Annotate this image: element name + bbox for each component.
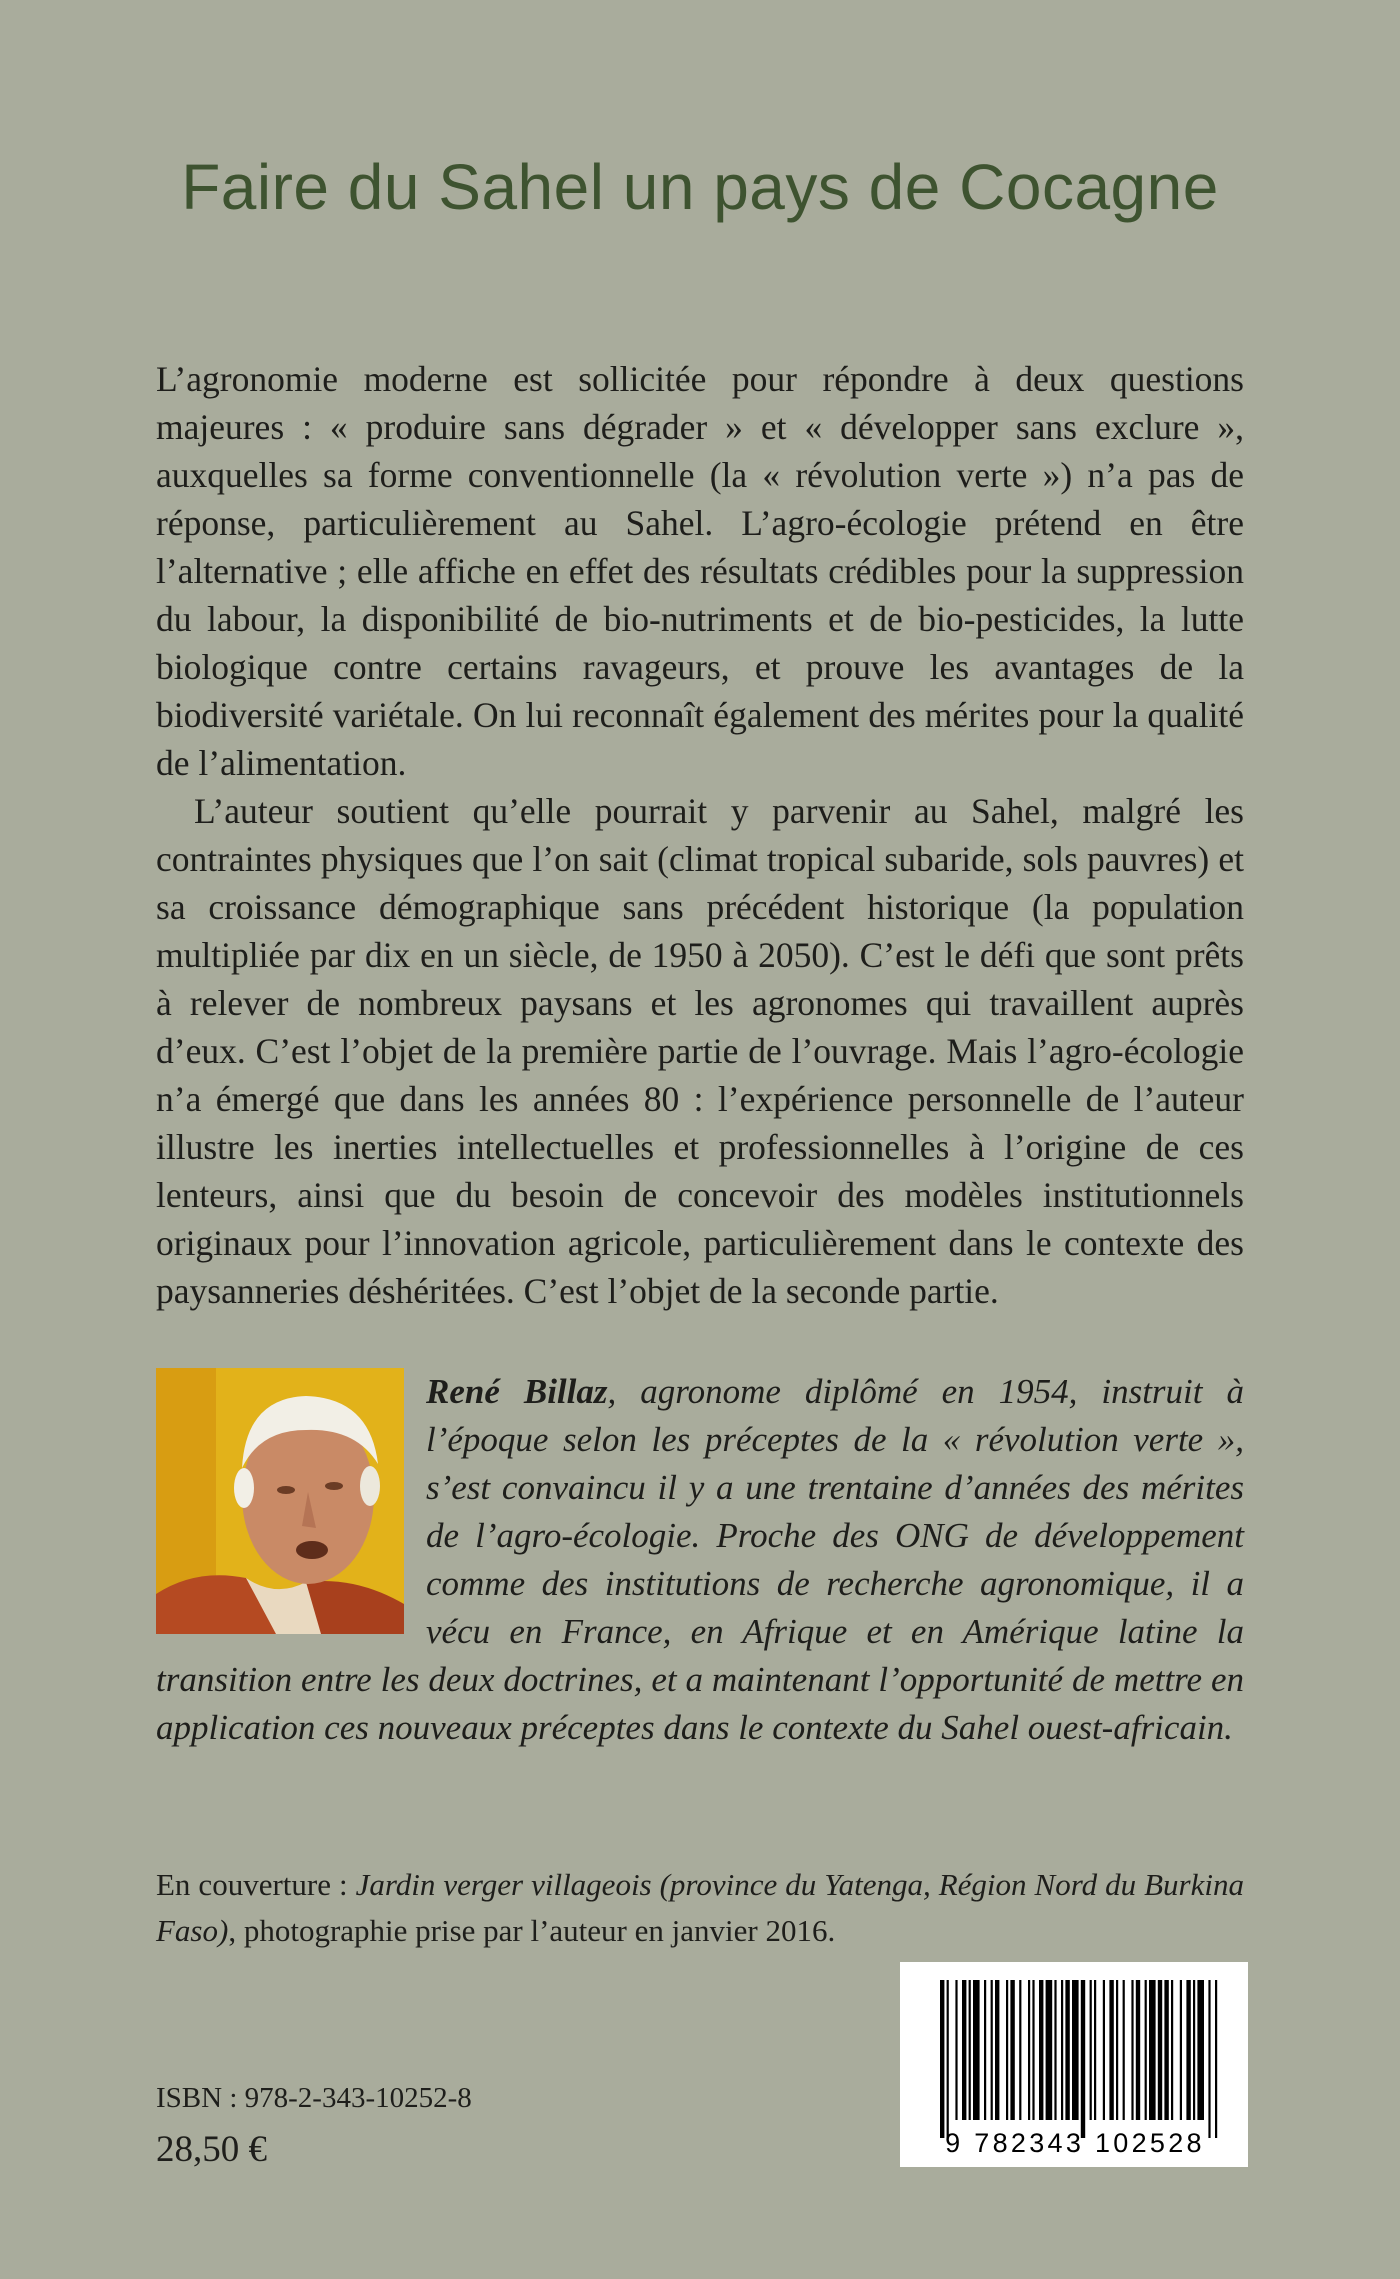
barcode-bar [1032, 1980, 1034, 2120]
barcode-bar [1109, 1980, 1113, 2120]
barcode-digits: 9 782343 102528 [945, 2128, 1205, 2158]
author-bio [156, 1368, 1244, 1752]
barcode-bar [1006, 1980, 1008, 2120]
barcode-bar [1065, 1980, 1069, 2120]
barcode-bar [1158, 1980, 1162, 2120]
author-bio-text: , agronome diplômé en 1954, instruit à l’époque selon les préceptes de la « révolution verte », s’est convaincu il y a une trentaine d’années des mérites de l’agro-écologie. Proche des ONG de développement comme des institutions de recherche agronomique, il a vécu en France, en Afrique et en Amérique latine la transition entre les deux doctrines, et a maintenant l’opportunité de mettre en application ces nouveaux préceptes dans le contexte du Sahel ouest-africain. [156, 1372, 1244, 1747]
barcode-bar [1116, 1980, 1118, 2120]
barcode-bar [1061, 1980, 1063, 2120]
price: 28,50 € [156, 2129, 267, 2170]
barcode-bar [1039, 1980, 1043, 2120]
credit-prefix: En couverture : [156, 1867, 356, 1902]
synopsis-paragraph-1: L’agronomie moderne est sollicitée pour répondre à deux questions majeures : « produire sans dégrader » et « développer sans exclure », auxquelles sa forme conventionnelle (la « révolution verte ») n’a pas de réponse, particulièrement au Sahel. L’agro-écologie prétend en être l’alternative ; elle affiche en effet des résultats crédibles pour la suppression du labour, la disponibilité de bio-nutriments et de bio-pesticides, la lutte biologique contre certains ravageurs, et prouve les avantages de la biodiversité variétale. On lui reconnaît également des mérites pour la qualité de l’alimentation. [156, 359, 1244, 783]
barcode-bar [1054, 1980, 1056, 2120]
barcode-bar [1215, 1980, 1217, 2138]
barcode-bar [995, 1980, 999, 2120]
barcode-bar [1171, 1980, 1173, 2120]
barcode-bar [973, 1980, 980, 2120]
synopsis-paragraph-2: L’auteur soutient qu’elle pourrait y parvenir au Sahel, malgré les contraintes physiques que l’on sait (climat tropical subaride, sols pauvres) et sa croissance démographique sans précédent historique (la population multipliée par dix en un siècle, de 1950 à 2050). C’est le défi que sont prêts à relever de nombreux paysans et les agronomes qui travaillent auprès d’eux. C’est l’objet de la première partie de l’ouvrage. Mais l’agro-écologie n’a émergé que dans les années 80 : l’expérience personnelle de l’auteur illustre les inerties intellectuelles et professionnelles à l’origine de ces lenteurs, ainsi que du besoin de concevoir des modèles institutionnels originaux pour l’innovation agricole, particulièrement dans le contexte des paysanneries déshéritées. C’est l’objet de la seconde partie. [156, 791, 1244, 1311]
barcode-bar [1186, 1980, 1190, 2120]
barcode-bar [1136, 1980, 1140, 2120]
barcode-bar [969, 1980, 971, 2120]
barcode-bar [1131, 1980, 1133, 2120]
book-title: Faire du Sahel un pays de Cocagne [181, 151, 1219, 223]
barcode-bar [991, 1980, 993, 2120]
synopsis [156, 355, 1244, 1315]
barcode-bar [1145, 1980, 1147, 2120]
barcode-bar [1010, 1980, 1014, 2120]
cover-credit [156, 1862, 1244, 1954]
barcode-bar [1028, 1980, 1030, 2120]
barcode-bar [1081, 1980, 1085, 2138]
credit-caption: Jardin verger villageois (province du Yatenga, Région Nord du Burkina Faso) [156, 1867, 1244, 1948]
barcode-bar [1123, 1980, 1125, 2120]
barcode [900, 1962, 1248, 2167]
author-photo [156, 1368, 404, 1634]
barcode-bar [1180, 1980, 1182, 2120]
barcode-bar [1046, 1980, 1053, 2120]
barcode-bar [1208, 1980, 1210, 2138]
barcode-bar [1072, 1980, 1079, 2120]
author-name: René Billaz [426, 1372, 608, 1411]
credit-suffix: , photographie prise par l’auteur en janvier 2016. [228, 1913, 836, 1948]
barcode-bar [962, 1980, 966, 2120]
barcode-bar [1090, 1980, 1092, 2120]
barcode-bar [1193, 1980, 1195, 2120]
barcode-bar [940, 1980, 944, 2138]
barcode-bar [1149, 1980, 1156, 2120]
barcode-bar [1103, 1980, 1105, 2120]
isbn: ISBN : 978-2-343-10252-8 [156, 2082, 472, 2114]
barcode-bar [1164, 1980, 1168, 2120]
barcode-bar [955, 1980, 957, 2120]
barcode-bar [984, 1980, 986, 2120]
barcode-bar [1197, 1980, 1204, 2120]
barcode-bar [947, 1980, 949, 2138]
barcode-bar [1019, 1980, 1021, 2120]
barcode-bar [1094, 1980, 1096, 2120]
